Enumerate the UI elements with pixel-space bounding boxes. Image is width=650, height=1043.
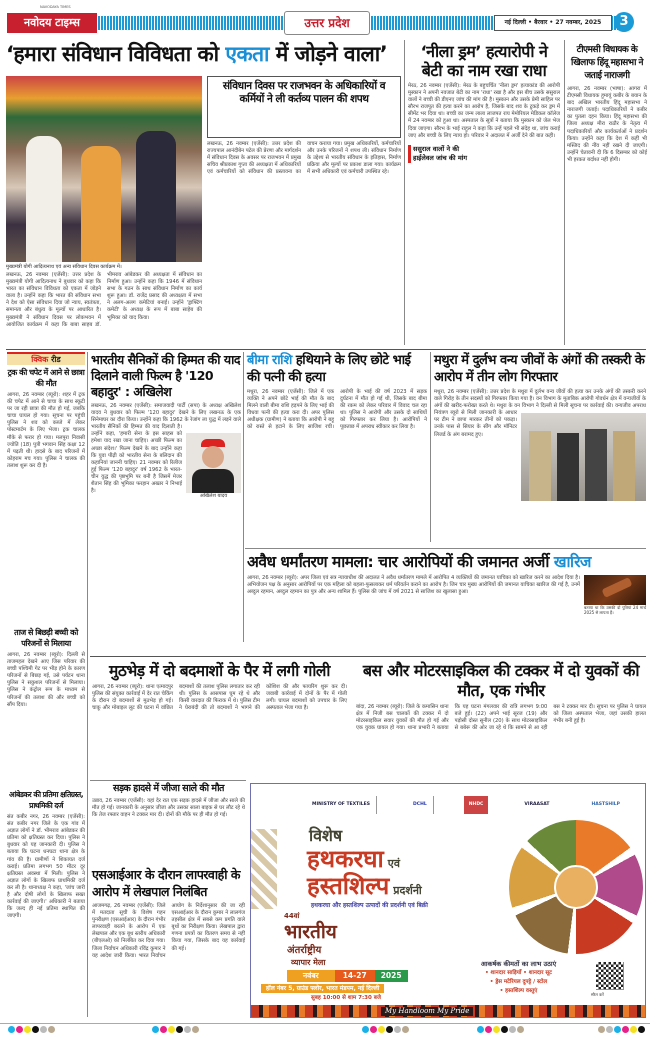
lead-headline	[6, 42, 401, 66]
ad-qr-code[interactable]	[596, 962, 624, 990]
film-body-wrap	[91, 403, 241, 501]
ad-logos	[291, 790, 641, 820]
ad-date-strip	[287, 970, 408, 982]
masthead-small: NAVODAYA TIMES	[40, 5, 71, 9]
quick-story-1	[7, 367, 85, 470]
quick-s2-body: आगरा, 26 नवम्बर (ब्यूरो): दिल्ली से ताजमहल देखने आए जिस परिवार की बच्ची पश्चिमी गेट पर भीड़ होने के कारण परिजनों से बिछड़ गई, उसे पर्यटन थाना पुलिस ने सकुशल परिजनों से मिलाया। पुलिस ने कंट्रोल रूम के माध्यम से परिजनों की तलाश की और बच्ची को सौंप दिया।	[7, 652, 85, 708]
ad-title-handloom: हथकरघा	[307, 845, 384, 873]
akhilesh-photo	[186, 433, 241, 493]
conversion-article	[247, 554, 646, 617]
section-title: उत्तर प्रदेश	[284, 11, 370, 35]
ad-qr-note: स्कैन करें	[591, 992, 604, 997]
drum-article	[408, 42, 560, 165]
insurance-headline	[247, 352, 427, 386]
bus-headline: बस और मोटरसाइकिल की टक्कर में दो युवकों की मौत, एक गंभीर	[362, 661, 640, 700]
viraasat-logo: VIRAASAT	[524, 802, 550, 807]
lead-photo	[6, 76, 202, 262]
road-body: उन्नाव, 26 नवम्बर (एजेंसी): यहां देर रात एक सड़क हादसे में जीजा और साले की मौत हो गई। जानकारी के अनुसार जीजा और उसका साला बाइक से घर लौट रहे थे कि तेज रफ्तार वाहन ने टक्कर मार दी। दोनों की मौके पर ही मौत हो गई।	[92, 797, 245, 819]
page-number: 3	[614, 12, 634, 32]
inset-text: ससुराल वालों ने की हाईलेवल जांच की मांग	[413, 145, 468, 162]
tmc-headline: टीएमसी विधायक के खिलाफ हिंदू महासभा ने जताई नाराजगी	[570, 45, 644, 81]
gavel-photo	[584, 575, 646, 605]
headline-part: अवैध धर्मांतरण मामला: चार आरोपियों की जमानत अर्जी	[247, 553, 554, 571]
quick-story-3	[7, 789, 85, 920]
drum-inset	[408, 145, 476, 163]
mathura-article	[434, 352, 646, 503]
quick-story-2	[7, 627, 85, 709]
quick-read-tag	[7, 352, 85, 365]
sub-box	[207, 76, 401, 138]
header	[0, 0, 650, 36]
quick-s1-body: आगरा, 26 नवम्बर (ब्यूरो): शहर में ट्रक की चपेट में आने से चाचा के साथ स्कूटी पर जा रही छात्रा की मौत हो गई, जबकि चाचा घायल हो गया। सूचना पर पहुंची पुलिस ने शव को कब्जे में लेकर पोस्टमार्टम के लिए भेजा। ट्रक चालक मौके से फरार हो गया। मलपुरा निवासी ज्योति (18) पुत्री भगवान सिंह कक्षा 12 में पढ़ती थी। हादसे के बाद परिजनों में कोहराम मच गया। पुलिस ने चालक की तलाश शुरू कर दी है।	[7, 392, 85, 469]
mathura-headline: मथुरा में दुर्लभ वन्य जीवों के अंगों की तस्करी के आरोप में तीन लोग गिरफ्तार	[434, 353, 645, 385]
sir-article	[92, 866, 245, 960]
ad-dates: 14-27	[335, 970, 375, 982]
ad-offer-item: • हस्तशिल्प वस्तुएं	[499, 988, 538, 994]
ad-offer-item: • शानदार साड़ियाँ • शानदार सूट	[485, 970, 552, 976]
ad-title-row-1	[307, 846, 503, 872]
akhilesh-figure	[186, 433, 241, 499]
nhdc-logo: NHDC	[464, 796, 489, 814]
headline-part: में जोड़ने वाला’	[269, 42, 388, 66]
drum-body	[408, 83, 560, 165]
encounter-article	[92, 663, 347, 712]
handloom-ad	[250, 783, 646, 1018]
ad-fair-title: भारतीय	[284, 921, 337, 943]
ad-venue: हॉल नंबर 5, ग्राउंड फ्लोर, भारत मंडपम, नई दिल्ली	[261, 984, 384, 993]
bus-article	[356, 661, 646, 732]
ad-fair-label: व्यापार मेला	[291, 958, 326, 967]
ad-corner-art	[251, 829, 277, 909]
mathura-photo	[521, 413, 646, 501]
ad-year: 2025	[375, 970, 408, 982]
ad-tagline-strip	[251, 1005, 646, 1018]
ad-offer-heading: आकर्षक कीमतों का लाभ उठाएं	[480, 960, 557, 968]
ad-title-exhibition: प्रदर्शनी	[393, 884, 422, 897]
tmc-body: आगरा, 26 नवम्बर (भाषा): आगरा में टीएमसी विधायक हुमायूं कबीर के बयान के बाद अखिल भारतीय हिंदू महासभा ने नाराजगी जताई। पदाधिकारियों ने कबीर का पुतला दहन किया। हिंदू महासभा की जिला अध्यक्ष मीरा राठौर के नेतृत्व में पदाधिकारियों और कार्यकर्ताओं ने प्रदर्शन किया। उन्होंने कहा कि देश में कहीं भी मस्जिद की नींव नहीं रखने दी जाएगी। उन्होंने चेतावनी दी कि 6 दिसम्बर को कोई भी हरकत बर्दाश्त नहीं होगी।	[567, 86, 647, 163]
dchl-logo: DCHL	[407, 796, 434, 814]
registration-marks	[0, 1026, 650, 1036]
tmc-article	[567, 44, 647, 164]
ad-title-handicraft: हस्तशिल्प	[307, 872, 390, 900]
sir-body: आजमगढ़, 26 नवम्बर (एजेंसी): जिले में मतदाता सूची के विशेष गहन पुनरीक्षण (एसआईआर) के दौरान गंभीर लापरवाही बरतने के आरोप में एक लेखपाल और एक बूथ स्तरीय अधिकारी (बीएलओ) को निलंबित कर दिया गया। जिला निर्वाचन अधिकारी रविंद्र कुमार ने यह आदेश जारी किया। भारत निर्वाचन आयोग के निर्देशानुसार की जा रही एसआईआर के दौरान कुमार ने लालगंज तहसील क्षेत्र में सबसे कम प्रगति वाले बूथों का निरीक्षण किया। लेखपाल द्वारा गणना प्रपत्रों का वितरण समय से नहीं किया गया, जिसके बाद यह कार्रवाई की गई।	[92, 903, 245, 959]
textiles-ministry-logo: MINISTRY OF TEXTILES	[306, 796, 377, 814]
drum-headline: ‘नीला ड्रम’ हत्यारोपी ने बेटी का नाम रखा राधा	[420, 42, 548, 80]
film-headline: भारतीय सैनिकों की हिम्मत की याद दिलाने वाली फिल्म है '120 बहादुर' : अखिलेश	[91, 352, 240, 399]
mathura-body-wrap	[434, 389, 646, 503]
quick-s1-headline: ट्रक की चपेट में आने से छात्रा की मौत	[7, 368, 85, 388]
headline-highlight: बीमा राशि	[247, 353, 292, 368]
conversion-body: आगरा, 26 नवम्बर (ब्यूरो): अपर जिला एवं सत्र न्यायाधीश की अदालत ने अवैध धर्मांतरण मामले में आरोपित 4 व्यक्तियों की जमानत याचिका को खारिज करने का आदेश दिया है। अभियोजन पक्ष के अनुसार आरोपियों पर एक महिला को बहला-फुसलाकर धर्म परिवर्तन कराने का आरोप है। जिन चार मुख्य आरोपियों की जमानत याचिका खारिज की गई है, उनमें अब्दुल रहमान, अब्दुल रहमान का पुत्र और अन्य शामिल हैं। पुलिस की जांच में वर्ष 2021 से साजिश का खुलासा हुआ।	[247, 574, 580, 595]
tag-part: क्विक	[31, 355, 49, 364]
masthead: नवोदय टाइम्स	[8, 14, 96, 32]
ad-fair-subtitle: अंतर्राष्ट्रीय	[287, 945, 322, 956]
ad-art-circle	[509, 820, 643, 954]
gavel-figure	[584, 575, 646, 615]
ad-title-and: एवं	[387, 857, 400, 870]
ad-title-small: विशेष	[309, 826, 343, 845]
headline-highlight: खारिज	[553, 553, 591, 571]
headline-part: ‘हमारा संविधान विविधता को	[6, 42, 226, 66]
drum-body-text: मेरठ, 26 नवम्बर (एजेंसी): मेरठ के बहुचर्चित 'नीला ड्रम' हत्याकांड की आरोपी मुस्कान ने अपनी नवजात बेटी का नाम 'राधा' रखा है और इस बीच उसके ससुराल वालों ने बच्ची की डीएनए जांच की मांग की है। मुस्कान और उसके प्रेमी साहिल पर सौरभ राजपूत की हत्या करने का आरोप है, जिसके बाद शव के टुकड़े कर ड्रम में सीमेंट भर दिया था। बच्ची का जन्म लाला लाजपत राय मेमोरियल मेडिकल कॉलेज में 24 नवम्बर को हुआ था। अस्पताल के सूत्रों ने बताया कि मुस्कान को जेल भेज दिया जाएगा। सौरभ के भाई राहुल ने कहा कि उन्हें पहले भी संदेह था, जांच कराई जाए और बच्ची के लिए न्याय हो। परिवार ने अदालत में अर्जी देने की बात कही।	[408, 83, 560, 139]
gavel-caption: बताया था कि उसकी दो पुत्रियां 24 मार्च 2025 से लापता हैं।	[584, 604, 646, 615]
ad-subtitle: हथकरघा और हस्तशिल्प उत्पादों की प्रदर्शनी एवं बिक्री	[311, 902, 428, 909]
tag-part: रीड	[48, 355, 61, 364]
lead-body: लखनऊ, 26 नवम्बर (एजेंसी): उत्तर प्रदेश के मुख्यमंत्री योगी आदित्यनाथ ने बुधवार को कहा कि भारत का संविधान विविधता को एकता में जोड़ने वाला है। उन्होंने कहा कि भारत की संविधान सभा ने देश को ऐसा संविधान दिया जो न्याय, स्वतंत्रता, समानता और बंधुत्व के मूल्यों पर आधारित है। मुख्यमंत्री ने संविधान दिवस पर लोकभवन में आयोजित कार्यक्रम में कहा कि बाबा साहब डॉ. भीमराव आंबेडकर की अध्यक्षता में संविधान का निर्माण हुआ। उन्होंने कहा कि 1946 में संविधान सभा के गठन के साथ संविधान निर्माण का कार्य शुरू हुआ। डॉ. राजेंद्र प्रसाद की अध्यक्षता में सभा ने अलग-अलग कमेटियां बनाईं। उन्होंने 'ड्राफ्टिंग कमेटी' के अध्यक्ष के रूप में बाबा साहेब की भूमिका को याद किया।	[6, 272, 202, 328]
akhilesh-caption: अखिलेश यादव	[199, 493, 228, 499]
road-article	[92, 784, 245, 819]
lead-caption: मुख्यमंत्री योगी आदित्यनाथ एवं अन्य संविधान दिवस कार्यक्रम में।	[6, 264, 122, 270]
sub-body: लखनऊ, 26 नवम्बर (एजेंसी): उत्तर प्रदेश की राज्यपाल आनंदीबेन पटेल की प्रेरणा और मार्गदर्शन में संविधान दिवस के अवसर पर राजभवन में प्रमुख सचिव श्रीप्रकाश गुप्ता की अध्यक्षता में अधिकारियों एवं कर्मचारियों को संविधान की प्रस्तावना का वाचन कराया गया। प्रमुख अधिकारियों, कर्मचारियों और उनके परिजनों ने शपथ ली। संविधान निर्माण के उद्देश्य से भारतीय संविधान के इतिहास, निर्माण प्रक्रिया और मूल्यों पर प्रकाश डाला गया। कार्यक्रम में सभी अधिकारी एवं कर्मचारी उपस्थित रहे।	[207, 141, 401, 176]
sir-headline: एसआईआर के दौरान लापरवाही के आरोप में लेखपाल निलंबित	[92, 867, 240, 899]
encounter-headline: मुठभेड़ में दो बदमाशों के पैर में लगी गोली	[109, 662, 330, 680]
hastshilp-logo: HASTSHILP	[591, 802, 620, 807]
quick-s2-headline: ताज से बिछड़ी बच्ची को परिजनों से मिलाया	[14, 628, 78, 648]
film-body: लखनऊ, 26 नवम्बर (एजेंसी): समाजवादी पार्टी (सपा) के अध्यक्ष अखिलेश यादव ने बुधवार को फिल्म '120 बहादुर' देखने के लिए लखनऊ के एक सिनेमाघर का दौरा किया। उन्होंने कहा कि 1962 के रेजांग ला युद्ध में लड़ने वाले भारतीय सैनिकों की हिम्मत की याद दिलाती है। उन्होंने कहा, 'हमारी सेना के इस साहस को हमेशा याद रखा जाना चाहिए। अच्छी फिल्म का अच्छा संदेश।' फिल्म देखने के बाद उन्होंने कहा कि युवा पीढ़ी को भारतीय सेना के बलिदान की कहानियां जाननी चाहिए। 21 नवम्बर को रिलीज हुई फिल्म '120 बहादुर' वर्ष 1962 के भारत-चीन युद्ध की पृष्ठभूमि पर बनी है जिसमें मेजर शैतान सिंह की भूमिका फरहान अख्तर ने निभाई है।	[91, 403, 241, 495]
sub-article	[207, 76, 401, 176]
conversion-headline	[247, 554, 646, 572]
sub-headline: संविधान दिवस पर राजभवन के अधिकारियों व कर्मियों ने ली कर्तव्य पालन की शपथ	[222, 80, 386, 105]
quick-s3-body: संत कबीर नगर, 26 नवम्बर (एजेंसी): संत कबीर नगर जिले के एक गांव में अज्ञात लोगों ने डॉ. भीमराव आंबेडकर की प्रतिमा को क्षतिग्रस्त कर दिया। पुलिस ने बुधवार को यह जानकारी दी। पुलिस ने बताया कि घटना धनघटा थाना क्षेत्र के गांव की है। ग्रामीणों ने शिकायत दर्ज कराई। प्रतिमा लगभग 50 मीटर दूर क्षतिग्रस्त अवस्था में मिली। पुलिस ने अज्ञात लोगों के खिलाफ प्राथमिकी दर्ज कर ली है। थानाध्यक्ष ने कहा, 'जांच जारी है और दोषी लोगों के खिलाफ सख्त कार्रवाई की जाएगी।' अधिकारी ने बताया कि जल्द ही नई प्रतिमा स्थापित की जाएगी।	[7, 814, 85, 920]
ad-offer-item: • ड्रेस मटेरियल दुपट्टे / स्टोल	[489, 979, 548, 985]
encounter-body: आगरा, 26 नवम्बर (ब्यूरो): थाना एत्मादपुर पुलिस की संयुक्त कार्रवाई में देर रात चेकिंग के दौरान दो बदमाशों से मुठभेड़ हो गई। चाकू और मोबाइल लूट की घटना में वांछित बदमाशों की तलाश पुलिस लगातार कर रही थी। पुलिस के आसपास घूम रहे थे और किसी वारदात की फिराक में थे। पुलिस टीम ने घेराबंदी की तो बदमाशों ने भागने की कोशिश की और फायरिंग शुरू कर दी। जवाबी कार्रवाई में दोनों के पैर में गोली लगी। घायल बदमाशों को उपचार के लिए अस्पताल भेजा गया है।	[92, 683, 347, 712]
conversion-body-wrap	[247, 575, 646, 617]
film-article	[91, 352, 241, 501]
road-headline: सड़क हादसे में जीजा साले की मौत	[113, 783, 224, 794]
dateline: नई दिल्ली • बैरवार • 27 नवम्बर, 2025	[494, 15, 612, 31]
headline-part: हथियाने के लिए छोटे भाई की पत्नी की हत्या	[247, 353, 411, 385]
ad-title-row-2	[307, 873, 503, 899]
ad-time: सुबह 10:00 से शाम 7:30 बजे	[311, 995, 381, 1001]
headline-highlight: एकता	[225, 42, 269, 66]
ad-tagline: My Handloom My Pride	[381, 1007, 473, 1016]
bus-body: बांदा, 26 नवम्बर (ब्यूरो): जिले के कमासिन थाना क्षेत्र में निजी बस चालकों की टक्कर में दो मोटरसाइकिल सवार युवकों की मौत हो गई और एक युवक घायल हो गया। थाना प्रभारी ने बताया कि यह घटना मंगलवार की रात्रि लगभग 9:00 बजे हुई। (22) अपने भाई सूरज (19) और पड़ोसी दोस्त सुनील (20) के साथ मोटरसाइकिल से बबेरू की ओर जा रहे थे कि सामने से आ रही बस ने टक्कर मार दी। सूचना पर पुलिस ने घायल को जिला अस्पताल भेजा, जहां उसकी हालत गंभीर बनी हुई है।	[356, 704, 646, 732]
ad-edition: 44वां	[284, 912, 300, 920]
quick-s3-headline: आंबेडकर की प्रतिमा क्षतिग्रस्त, प्राथमिकी दर्ज	[8, 790, 84, 810]
insurance-article	[247, 352, 427, 432]
ad-offers	[451, 960, 586, 995]
ad-month: नवंबर	[287, 970, 335, 982]
mathura-body: मथुरा, 26 नवम्बर (एजेंसी): उत्तर प्रदेश के मथुरा में दुर्लभ वन्य जीवों की हत्या कर उनके अंगों की तस्करी करने वाले गिरोह के तीन सदस्यों को गिरफ्तार किया गया है। वन विभाग के मुताबिक आरोपी गोवर्धन क्षेत्र में वन्यजीवों के अंगों की खरीद-फरोख्त करते थे। मथुरा के वन विभाग ने दिल्ली से मिली सूचना पर कार्रवाई की। वन्यजीव अपराध नियंत्रण ब्यूरो से मिली जानकारी के आधार पर टीम ने छापा मारकर तीनों को पकड़ा। उनके पास से सियार के सींग और मॉनिटर लिजर्ड के अंग बरामद हुए।	[434, 389, 646, 438]
insurance-body: मथुरा, 26 नवम्बर (एजेंसी): जिले में एक व्यक्ति ने अपने छोटे भाई की मौत के बाद मिलने वाली बीमा राशि हड़पने के लिए भाई की विधवा पत्नी की हत्या करा दी। अपर पुलिस अधीक्षक (ग्रामीण) ने बताया कि आरोपी ने बहू को रास्ते से हटाने के लिए साजिश रची। आरोपी के भाई की वर्ष 2023 में सड़क दुर्घटना में मौत हो गई थी, जिसके बाद बीमा की रकम को लेकर परिवार में विवाद चल रहा था। पुलिस ने आरोपी और उसके दो साथियों को गिरफ्तार कर लिया है। आरोपियों ने पूछताछ में अपराध स्वीकार कर लिया है।	[247, 389, 427, 431]
